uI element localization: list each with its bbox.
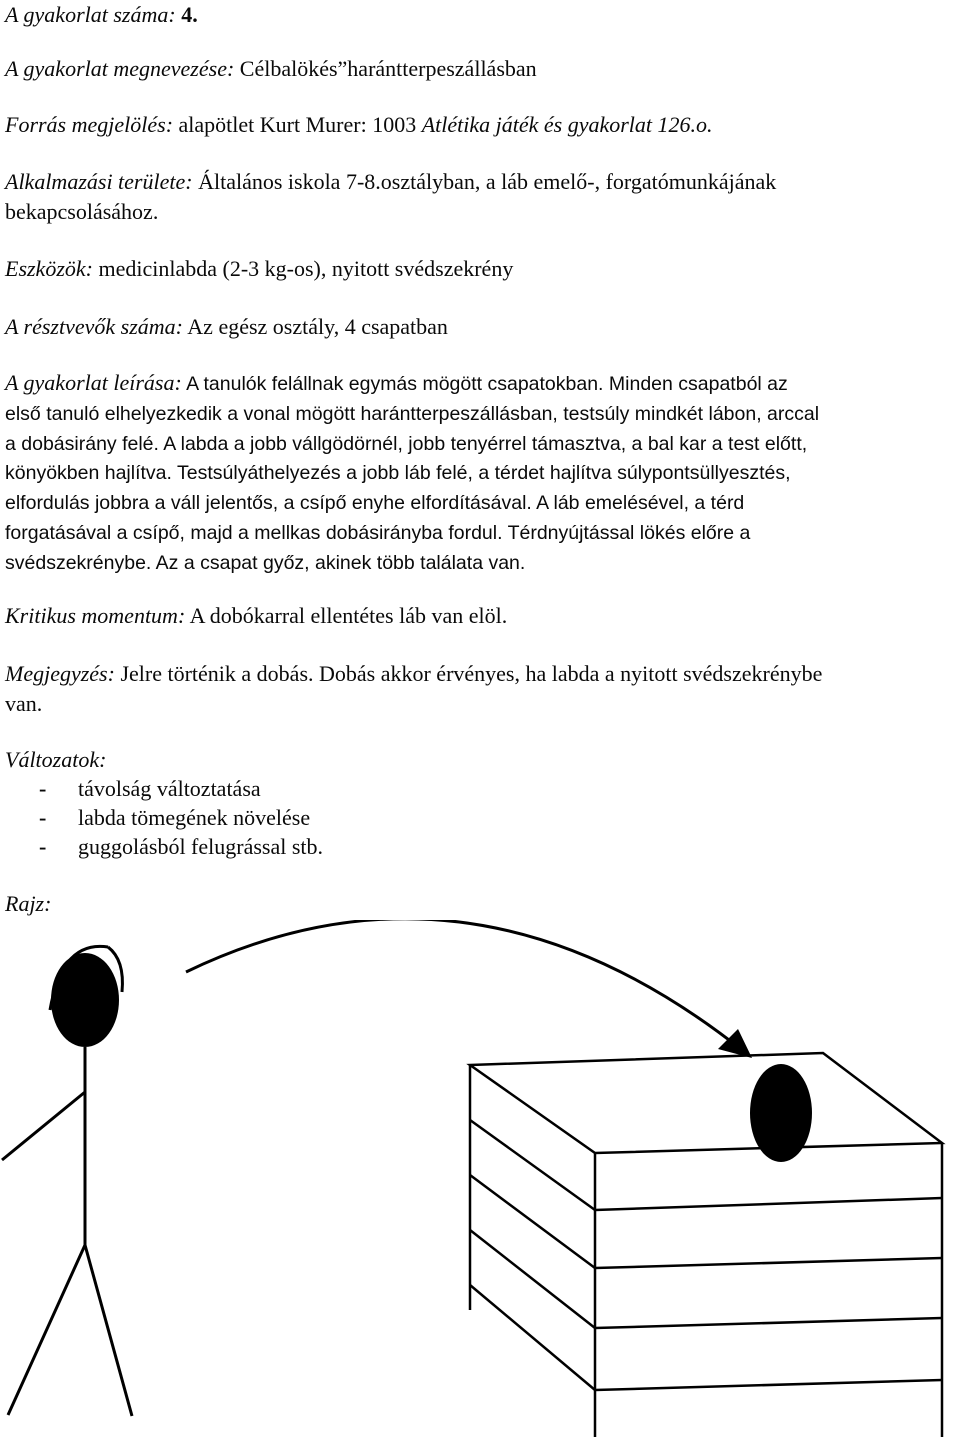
box-side-stripe [470, 1230, 595, 1328]
note-line-2: van. [5, 691, 43, 716]
source-value-plain: alapötlet Kurt Murer: 1003 [178, 112, 417, 137]
note [5, 659, 822, 689]
box-front-stripe [595, 1380, 942, 1390]
description-line-6: forgatásával a csípő, majd a mellkas dobásirányba fordul. Térdnyújtással lökés előre a [5, 521, 751, 544]
variation-item-3: guggolásból felugrással stb. [78, 834, 324, 859]
participants-value: Az egész osztály, 4 csapatban [187, 314, 448, 339]
critical-moment [5, 601, 507, 631]
tools-value: medicinlabda (2-3 kg-os), nyitott svédszekrény [98, 256, 514, 281]
description-line-1 [5, 368, 953, 400]
description-line-2: első tanuló elhelyezkedik a vonal mögött harántterpeszállásban, testsúly mindkét lábon, arccal [5, 402, 820, 425]
description-line-4: könyökben hajlítva. Testsúlyáthelyezés a jobb láb felé, a térdet hajlítva súlypontsüllyesztés, [5, 462, 791, 485]
throw-trajectory-arc [186, 920, 742, 1050]
variation-item-2: labda tömegének növelése [78, 805, 311, 830]
variation-dash: - [39, 834, 47, 859]
exercise-number-value: 4. [181, 2, 198, 27]
description-line-3: a dobásirány felé. A labda a jobb vállgödörnél, jobb tenyérrel támasztva, a bal kar a test előtt, [5, 432, 808, 455]
box-front-stripe [595, 1198, 942, 1210]
box-front-stripe [595, 1318, 942, 1328]
figure-left-arm [2, 1092, 85, 1160]
drawing-label: Rajz: [5, 891, 52, 916]
description-label: A gyakorlat leírása: [5, 370, 182, 395]
exercise-number-label: A gyakorlat száma: [5, 2, 176, 27]
exercise-drawing [0, 920, 960, 1437]
note-label: Megjegyzés: [5, 661, 115, 686]
box-front-stripe [595, 1258, 942, 1268]
box-side-stripe [470, 1175, 595, 1268]
tools [5, 254, 513, 284]
description-line-5: elfordulás jobbra a váll jelentős, a csípő enyhe elfordításával. A láb emelésével, a térd [5, 492, 745, 515]
source-label: Forrás megjelölés: [5, 112, 174, 137]
variation-item-1: távolság változtatása [78, 776, 261, 801]
participants [5, 312, 448, 342]
box-top [470, 1053, 942, 1153]
source-reference [5, 110, 713, 140]
variations-label: Változatok: [5, 747, 107, 772]
box-side-stripe [470, 1285, 595, 1390]
description-text-1: A tanulók felállnak egymás mögött csapatokban. Minden csapatból az [186, 373, 788, 395]
description-line-7: svédszekrénybe. Az a csapat győz, akinek több találata van. [5, 551, 526, 574]
figure-left-leg [8, 1245, 85, 1415]
application-area [5, 167, 776, 197]
exercise-number [5, 0, 198, 30]
tools-label: Eszközök: [5, 256, 93, 281]
exercise-name-label: A gyakorlat megnevezése: [5, 56, 235, 81]
arrowhead-icon [718, 1029, 752, 1058]
application-line-2: bekapcsolásához. [5, 199, 159, 224]
medicine-ball [750, 1064, 812, 1162]
figure-right-leg [85, 1245, 132, 1416]
vaulting-box [470, 1053, 942, 1437]
figure-head [51, 953, 119, 1047]
note-line-1: Jelre történik a dobás. Dobás akkor érvényes, ha labda a nyitott svédszekrénybe [120, 661, 823, 686]
participants-label: A résztvevők száma: [5, 314, 183, 339]
application-label: Alkalmazási területe: [5, 169, 193, 194]
description [5, 368, 953, 579]
application-line-1: Általános iskola 7-8.osztályban, a láb emelő-, forgatómunkájának [198, 169, 777, 194]
exercise-name-value: Célbalökés”harántterpeszállásban [239, 56, 537, 81]
critical-value: A dobókarral ellentétes láb van elöl. [189, 603, 508, 628]
variation-dash: - [39, 805, 47, 830]
source-value-italic: Atlétika játék és gyakorlat 126.o. [421, 112, 713, 137]
exercise-name [5, 54, 537, 84]
critical-label: Kritikus momentum: [5, 603, 186, 628]
variation-dash: - [39, 776, 47, 801]
box-side-stripe [470, 1120, 595, 1210]
stick-figure [2, 946, 132, 1416]
